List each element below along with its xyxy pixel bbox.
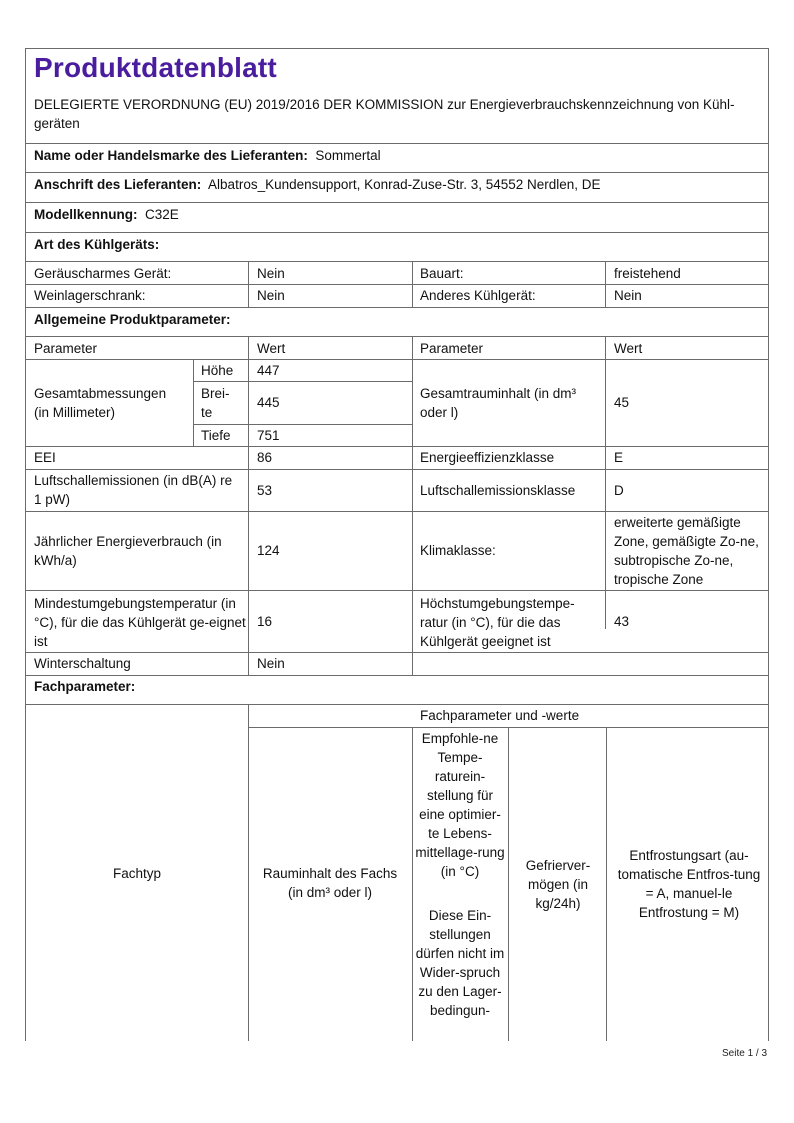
energy-value: 124: [257, 543, 280, 558]
min-temp-label: Mindestumgebungstemperatur (in °C), für die das Kühlgerät ge-eignet ist: [34, 596, 246, 649]
noise-label: Luftschallemissionen (in dB(A) re 1 pW): [34, 473, 233, 507]
param-header-parameter-1: Parameter: [34, 341, 98, 356]
gefrier-header: Gefrierver-mögen (in kg/24h): [525, 858, 591, 911]
rauminhalt-header: Rauminhalt des Fachs (in dm³ oder l): [262, 866, 398, 900]
type-row-2-value1: Nein: [257, 288, 285, 303]
model-value: C32E: [145, 207, 179, 222]
noise-value: 53: [257, 483, 273, 498]
address-label: Anschrift des Lieferanten:: [34, 177, 202, 192]
breite-value: 445: [257, 395, 280, 410]
type-row-2-value2: Nein: [614, 288, 642, 303]
max-temp-value: 43: [614, 614, 630, 629]
type-row-1-value1: Nein: [257, 266, 285, 281]
frame-top: [25, 48, 769, 49]
divider: [25, 336, 769, 337]
general-section-heading: Allgemeine Produktparameter:: [34, 312, 231, 327]
energy-label: Jährlicher Energieverbrauch (in kWh/a): [34, 534, 222, 568]
divider: [193, 424, 412, 425]
type-row-2-label1: Weinlagerschrank:: [34, 288, 146, 303]
climate-class-value: erweiterte gemäßigte Zone, gemäßigte Zo-ne, subtropische Zo-ne, tropische Zone: [614, 515, 759, 587]
volume-label: Gesamtrauminhalt (in dm³ oder l): [420, 386, 577, 420]
climate-class-label: Klimaklasse:: [420, 543, 496, 558]
page-title: Produktdatenblatt: [34, 52, 277, 83]
winter-value: Nein: [257, 656, 285, 671]
param-header-parameter-2: Parameter: [420, 341, 484, 356]
hoehe-label: Höhe: [201, 363, 234, 378]
col-divider: [605, 336, 606, 629]
col-divider: [508, 727, 509, 1041]
noise-class-label: Luftschallemissionsklasse: [420, 483, 576, 498]
type-row-1-label2: Bauart:: [420, 266, 464, 281]
divider: [25, 590, 769, 591]
frame-right: [768, 48, 769, 1041]
eei-label: EEI: [34, 450, 56, 465]
efficiency-class-value: E: [614, 450, 624, 465]
efficiency-class-label: Energieeffizienzklasse: [420, 450, 555, 465]
tiefe-label: Tiefe: [201, 428, 231, 443]
hoehe-value: 447: [257, 363, 280, 378]
col-divider: [606, 727, 607, 1041]
divider: [25, 307, 769, 308]
type-row-1-label1: Geräuscharmes Gerät:: [34, 266, 172, 281]
min-temp-value: 16: [257, 614, 273, 629]
param-header-wert-1: Wert: [257, 341, 286, 356]
fachtyp-header: Fachtyp: [112, 866, 162, 881]
supplier-label: Name oder Handelsmarke des Lieferanten:: [34, 148, 308, 163]
divider: [25, 652, 769, 653]
param-header-wert-2: Wert: [614, 341, 643, 356]
divider: [25, 202, 769, 203]
max-temp-label: Höchstumgebungstempe-ratur (in °C), für die das Kühlgerät geeignet ist: [420, 596, 575, 649]
model-label: Modellkennung:: [34, 207, 138, 222]
divider: [25, 359, 769, 360]
address-row: [34, 175, 601, 194]
col-divider: [605, 261, 606, 307]
supplier-value: Sommertal: [315, 148, 381, 163]
eei-value: 86: [257, 450, 273, 465]
col-divider: [193, 359, 194, 446]
col-divider: [248, 704, 249, 1041]
fach-group-header: Fachparameter und -werte: [420, 708, 580, 723]
breite-label: Brei-te: [201, 386, 230, 420]
divider: [25, 446, 769, 447]
col-divider: [248, 336, 249, 675]
frame-left: [25, 48, 26, 1041]
divider: [25, 143, 769, 144]
temp-note: Diese Ein-stellungen dürfen nicht im Wider-spruch zu den Lager-bedingun-: [415, 908, 505, 1018]
winter-label: Winterschaltung: [34, 656, 131, 671]
type-row-1-value2: freistehend: [614, 266, 681, 281]
divider: [25, 261, 769, 262]
fach-section-heading: Fachparameter:: [34, 679, 136, 694]
type-row-2-label2: Anderes Kühlgerät:: [420, 288, 536, 303]
divider: [25, 675, 769, 676]
volume-value: 45: [614, 395, 630, 410]
divider: [25, 284, 769, 285]
supplier-row: [34, 146, 381, 165]
col-divider: [412, 261, 413, 307]
divider: [25, 704, 769, 705]
noise-class-value: D: [614, 483, 624, 498]
col-divider: [412, 336, 413, 675]
divider: [193, 381, 412, 382]
abtau-header: Entfrostungsart (au-tomatische Entfros-tung = A, manuel-le Entfrostung = M): [617, 848, 761, 920]
col-divider: [248, 261, 249, 307]
divider: [25, 469, 769, 470]
divider: [25, 232, 769, 233]
divider: [25, 172, 769, 173]
col-divider: [412, 727, 413, 1041]
temp-header: Empfohle-ne Tempe-raturein-stellung für eine optimier-te Lebens-mittellage-rung (in °C): [415, 731, 505, 879]
type-section-heading: Art des Kühlgeräts:: [34, 237, 160, 252]
page-number: Seite 1 / 3: [722, 1048, 768, 1059]
address-value: Albatros_Kundensupport, Konrad-Zuse-Str. 3, 54552 Nerdlen, DE: [208, 177, 601, 192]
model-row: [34, 205, 179, 224]
divider: [25, 511, 769, 512]
dimensions-label: Gesamtabmessungen (in Millimeter): [34, 386, 167, 420]
tiefe-value: 751: [257, 428, 280, 443]
regulation-text: DELEGIERTE VERORDNUNG (EU) 2019/2016 DER KOMMISSION zur Energieverbrauchskennzeichnung von Kühl-geräten: [34, 97, 735, 131]
